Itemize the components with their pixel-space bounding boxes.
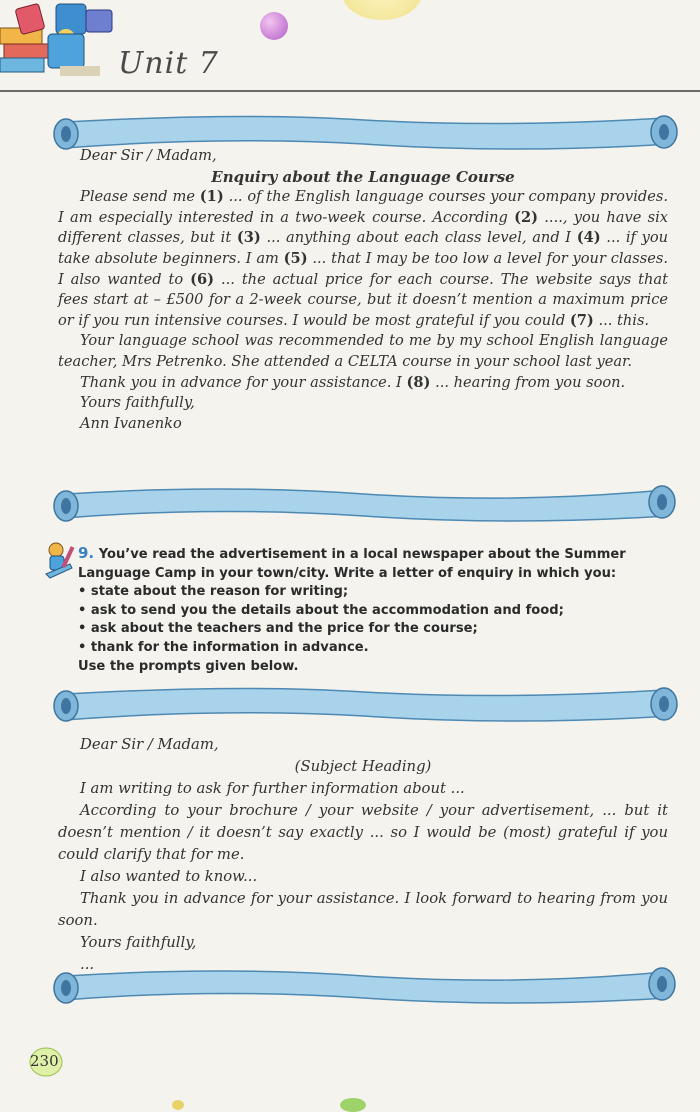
template-closing: Yours faithfully, (80, 934, 197, 951)
letter-paragraph-3 (58, 373, 668, 394)
letter-signature: Ann Ivanenko (80, 414, 182, 432)
gap-marker: (5) (283, 249, 308, 267)
writing-task-icon (44, 540, 76, 580)
gap-marker: (4) (576, 229, 601, 247)
paragraph-text: ... this. (593, 311, 650, 329)
template-ellipsis: ... (80, 956, 95, 973)
scroll-banner-bottom-2 (44, 962, 684, 1010)
writing-task (78, 544, 684, 676)
template-subject: (Subject Heading) (294, 758, 432, 775)
green-dot-decoration (340, 1098, 366, 1112)
letter-paragraph-2: Your language school was recommended to me by my school English language teacher, Mrs Petrenko. She attended a CELTA course in your school last year. (58, 332, 668, 370)
pink-ball-decoration (260, 12, 288, 40)
gap-marker: (7) (569, 311, 594, 329)
task-bullet-2: • ask to send you the details about the accommodation and food; (78, 602, 564, 618)
gap-marker: (6) (190, 270, 215, 288)
template-line-1: I am writing to ask for further information about ... (80, 780, 465, 797)
gap-marker: (3) (236, 229, 261, 247)
task-number: 9. (78, 544, 95, 562)
task-bullet-3: • ask about the teachers and the price for the course; (78, 621, 478, 637)
template-line-2: According to your brochure / your website / your advertisement, ... but it doesn’t mention / it doesn’t say exactly ... so I would be (most) grateful if you could clarify that for me. (58, 802, 668, 863)
header-rule (0, 90, 700, 92)
task-bullet-4: • thank for the information in advance. (78, 639, 369, 655)
paragraph-text: ... anything about each class level, and I (260, 229, 577, 247)
template-salutation: Dear Sir / Madam, (80, 736, 219, 753)
template-line-4: Thank you in advance for your assistance. I look forward to hearing from you soon. (58, 890, 668, 929)
scroll-banner-top-2 (44, 682, 684, 730)
letter-sample (58, 146, 668, 434)
yellow-dot-decoration (172, 1100, 184, 1110)
unit-title: Unit 7 (118, 46, 219, 81)
task-bullet-1: • state about the reason for writing; (78, 584, 349, 600)
paragraph-text: ... if you take absolute beginners. I am (58, 229, 668, 267)
gap-marker: (2) (514, 208, 539, 226)
paragraph-text: Thank you in advance for your assistance. I (80, 373, 407, 391)
template-line-3: I also wanted to know... (80, 868, 258, 885)
task-intro-line (78, 544, 684, 583)
gap-marker: (8) (406, 373, 431, 391)
letter-closing: Yours faithfully, (80, 394, 195, 412)
paragraph-text: ... hearing from you soon. (430, 373, 626, 391)
gap-marker: (1) (199, 188, 224, 206)
task-outro: Use the prompts given below. (78, 658, 299, 674)
books-illustration-icon (0, 0, 130, 92)
paragraph-text: ... of the English language courses your company provides. I am especially interested in a two-week course. According (58, 188, 668, 226)
paragraph-text: ... the actual price for each course. The website says that fees start at – £500 for a 2-week course, but it doesn’t mention a maximum price or if you run intensive courses. I would be most grateful if you could (58, 270, 668, 329)
letter-salutation: Dear Sir / Madam, (80, 147, 217, 164)
yellow-ball-decoration (342, 0, 422, 20)
page-number-badge (28, 1044, 68, 1078)
page-number: 230 (30, 1052, 59, 1070)
paragraph-text: Please send me (80, 188, 200, 206)
letter-subject: Enquiry about the Language Course (211, 167, 515, 186)
paragraph-text: ...., you have six different classes, but it (58, 208, 668, 247)
paragraph-text: ... that I may be too low a level for your classes. I also wanted to (58, 249, 668, 288)
letter-paragraph-1 (58, 187, 668, 331)
letter-template (58, 734, 668, 976)
scroll-banner-bottom-1 (44, 480, 684, 528)
task-intro: You’ve read the advertisement in a local newspaper about the Summer Language Camp in your town/city. Write a letter of enquiry in which you: (78, 547, 626, 581)
